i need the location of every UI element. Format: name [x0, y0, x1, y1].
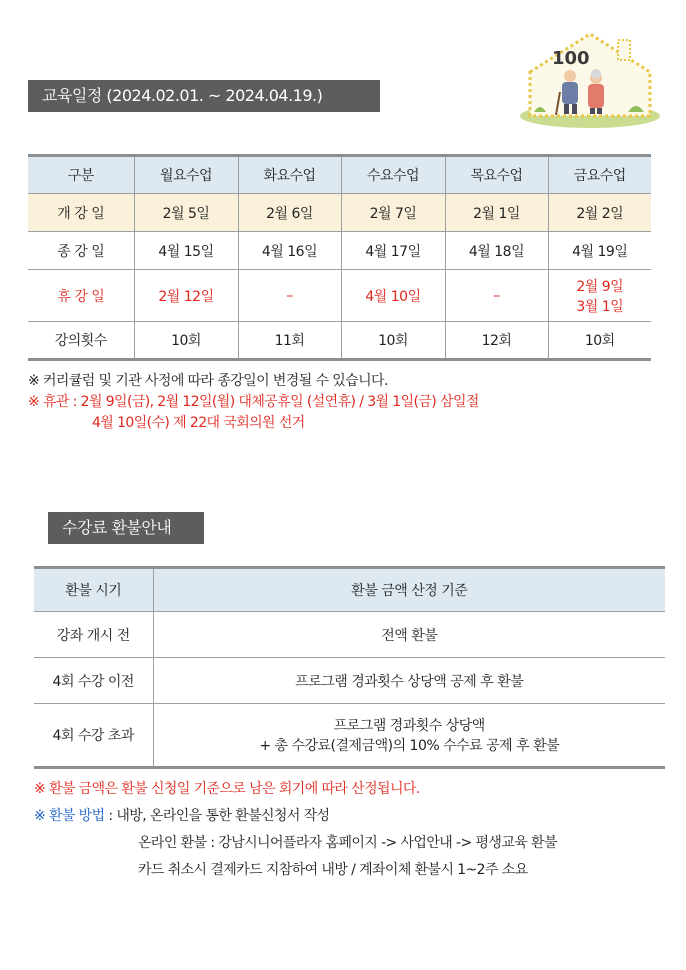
- refund-rule-line: + 총 수강료(결제금액)의 10% 수수료 공제 후 환불: [259, 738, 560, 754]
- table-cell: 4월 16일: [238, 232, 341, 270]
- table-cell: 2월 6일: [238, 194, 341, 232]
- table-header-row: [28, 156, 651, 194]
- column-header: 월요수업: [134, 156, 238, 194]
- closure-note-continued: 4월 10일(수) 제 22대 국회의원 선거: [92, 415, 305, 431]
- table-cell: 4월 17일: [341, 232, 445, 270]
- badge-text: 100: [552, 48, 590, 69]
- table-row: [34, 658, 665, 704]
- refund-note: ※ 환불 금액은 환불 신청일 기준으로 남은 회기에 따라 산정됩니다.: [34, 781, 420, 797]
- table-row: [28, 232, 651, 270]
- column-header: 수요수업: [341, 156, 445, 194]
- refund-method-note: [34, 805, 329, 825]
- table-cell: [153, 704, 665, 768]
- table-cell: 2월 12일: [134, 270, 238, 322]
- table-cell: 4월 18일: [445, 232, 548, 270]
- table-cell: 10회: [341, 322, 445, 360]
- table-cell: 4월 19일: [548, 232, 651, 270]
- table-cell: 2월 7일: [341, 194, 445, 232]
- table-cell: –: [445, 270, 548, 322]
- column-header: 환불 금액 산정 기준: [153, 568, 665, 612]
- column-header: 화요수업: [238, 156, 341, 194]
- table-cell: 11회: [238, 322, 341, 360]
- table-cell: 4월 10일: [341, 270, 445, 322]
- elderly-couple-house-icon: [516, 20, 664, 130]
- table-cell: 2월 1일: [445, 194, 548, 232]
- column-header: 목요수업: [445, 156, 548, 194]
- table-cell: 2월 2일: [548, 194, 651, 232]
- table-cell: 10회: [548, 322, 651, 360]
- card-refund-note: 카드 취소시 결제카드 지참하여 내방 / 계좌이체 환불시 1~2주 소요: [138, 862, 528, 878]
- column-header: 환불 시기: [34, 568, 153, 612]
- refund-method-text: : 내방, 온라인을 통한 환불신청서 작성: [104, 808, 330, 824]
- online-refund-note: 온라인 환불 : 강남시니어플라자 홈페이지 -> 사업안내 -> 평생교육 환불: [138, 835, 557, 851]
- row-label: 휴 강 일: [28, 270, 134, 322]
- refund-rule-line: 프로그램 경과횟수 상당액: [333, 718, 485, 734]
- row-label: 4회 수강 초과: [34, 704, 153, 768]
- table-row: [28, 194, 651, 232]
- table-cell: 2월 5일: [134, 194, 238, 232]
- table-cell: 프로그램 경과횟수 상당액 공제 후 환불: [153, 658, 665, 704]
- table-row: [34, 612, 665, 658]
- schedule-note: ※ 커리큘럼 및 기관 사정에 따라 종강일이 변경될 수 있습니다.: [28, 373, 388, 389]
- holiday-date: 3월 1일: [576, 298, 624, 315]
- table-cell: 10회: [134, 322, 238, 360]
- row-label: 강좌 개시 전: [34, 612, 153, 658]
- row-label: 4회 수강 이전: [34, 658, 153, 704]
- table-row: [28, 270, 651, 322]
- column-header: 구분: [28, 156, 134, 194]
- table-row: [28, 322, 651, 360]
- row-label: 개 강 일: [28, 194, 134, 232]
- table-header-row: [34, 568, 665, 612]
- closure-note: ※ 휴관 : 2월 9일(금), 2월 12일(월) 대체공휴일 (설연휴) / 3월 1일(금) 삼일절: [28, 394, 479, 410]
- refund-table: [34, 566, 665, 769]
- column-header: 금요수업: [548, 156, 651, 194]
- table-cell: –: [238, 270, 341, 322]
- table-row: [34, 704, 665, 768]
- table-cell: [548, 270, 651, 322]
- row-label: 강의횟수: [28, 322, 134, 360]
- table-cell: 전액 환불: [153, 612, 665, 658]
- refund-section-title: 수강료 환불안내: [48, 512, 204, 544]
- table-cell: 4월 15일: [134, 232, 238, 270]
- row-label: 종 강 일: [28, 232, 134, 270]
- table-cell: 12회: [445, 322, 548, 360]
- schedule-section-title: 교육일정 (2024.02.01. ~ 2024.04.19.): [28, 80, 380, 112]
- holiday-date: 2월 9일: [576, 278, 624, 295]
- refund-method-label: ※ 환불 방법: [34, 808, 105, 824]
- schedule-table: [28, 154, 651, 361]
